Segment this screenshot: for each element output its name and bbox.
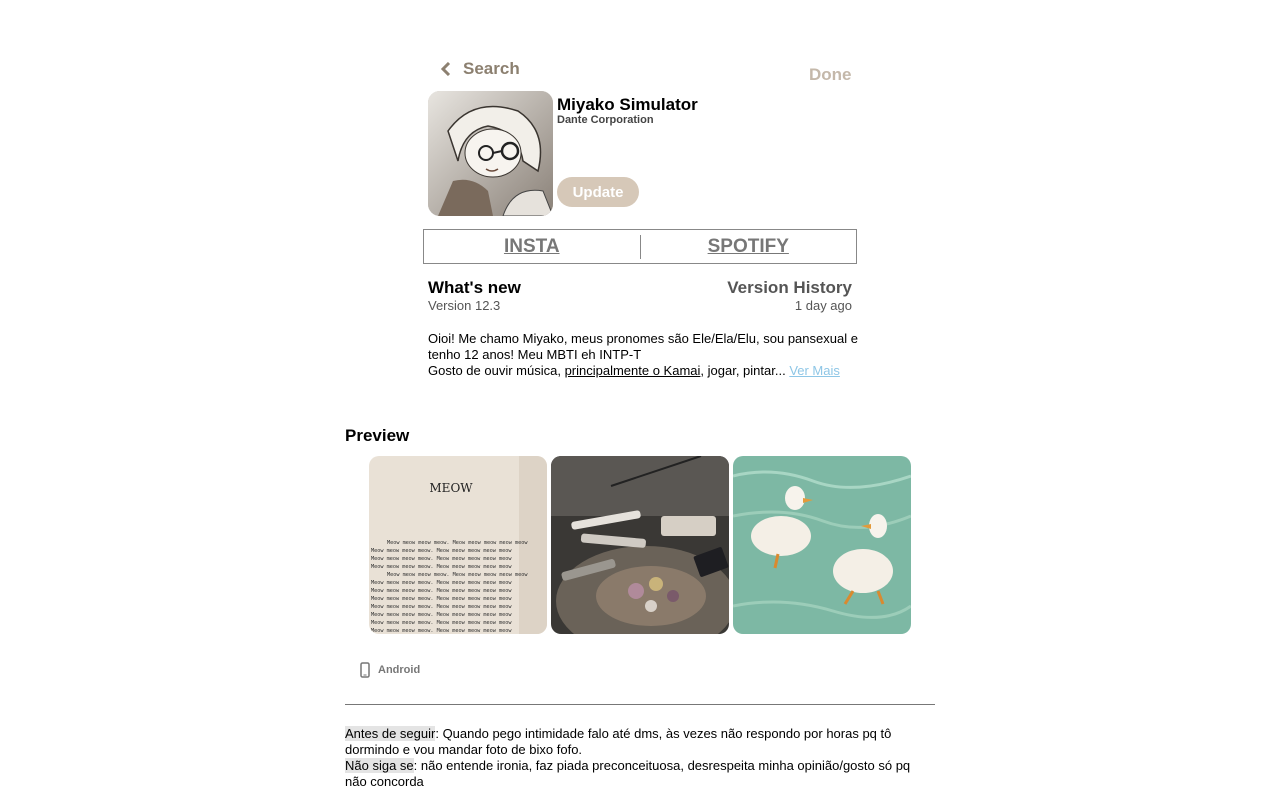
book-heading: MEOW xyxy=(429,481,473,495)
bio-text: : não entende ironia, faz piada preconceituosa, desrespeita minha opinião/gosto só pq não concorda xyxy=(345,758,911,789)
kamai-link[interactable]: principalmente o Kamai xyxy=(564,363,701,378)
book-text: Meow meow meow meow. Meow meow meow meow meow xyxy=(371,620,512,626)
bio-text: : Quando pego intimidade falo até dms, às vezes não respondo por horas pq tô dormindo e vou mandar foto de bixo fofo. xyxy=(345,726,892,757)
book-text: Meow meow meow meow. Meow meow meow meow meow xyxy=(387,572,528,578)
app-name: Miyako Simulator xyxy=(557,95,698,114)
preview-title: Preview xyxy=(345,426,410,445)
done-button[interactable]: Done xyxy=(809,65,852,84)
back-button[interactable] xyxy=(440,59,520,79)
divider xyxy=(345,704,935,705)
platform-indicator xyxy=(360,662,420,678)
description-line-2 xyxy=(428,363,858,379)
see-more-link[interactable]: Ver Mais xyxy=(789,363,840,378)
description-line-1: Oioi! Me chamo Miyako, meus pronomes são Ele/Ela/Elu, sou pansexual e tenho 12 anos! Meu MBTI eh INTP-T xyxy=(428,331,858,362)
book-text: Meow meow meow meow. Meow meow meow meow meow xyxy=(371,604,512,610)
bio-label: Antes de seguir xyxy=(345,726,436,741)
version-label: Version 12.3 xyxy=(428,298,501,313)
book-text: Meow meow meow meow. Meow meow meow meow meow xyxy=(371,612,512,618)
bio-paragraph-1 xyxy=(345,726,935,758)
spotify-link[interactable]: SPOTIFY xyxy=(707,235,789,257)
insta-link[interactable]: INSTA xyxy=(503,235,560,257)
preview-image-book[interactable] xyxy=(369,456,547,634)
book-text: Meow meow meow meow. Meow meow meow meow meow xyxy=(371,588,512,594)
book-text: Meow meow meow meow. Meow meow meow meow meow xyxy=(371,596,512,602)
preview-image-ducks[interactable] xyxy=(733,456,911,634)
preview-image-paints[interactable] xyxy=(551,456,729,634)
phone-icon xyxy=(360,662,370,678)
update-time: 1 day ago xyxy=(794,298,852,313)
book-text: Meow meow meow meow. Meow meow meow meow meow xyxy=(371,548,512,554)
book-text: Meow meow meow meow. Meow meow meow meow meow xyxy=(387,540,528,546)
chevron-left-icon xyxy=(440,62,452,76)
bio-text xyxy=(345,726,935,790)
description-text: , jogar, pintar... xyxy=(700,363,790,378)
whats-new-title: What's new xyxy=(428,278,521,297)
version-history-link[interactable]: Version History xyxy=(727,278,852,297)
book-text: Meow meow meow meow. Meow meow meow meow meow xyxy=(371,564,512,570)
bio-paragraph-2 xyxy=(345,758,935,790)
app-developer: Dante Corporation xyxy=(557,114,654,126)
social-links-bar xyxy=(423,229,857,264)
update-button[interactable]: Update xyxy=(557,177,639,207)
book-text: Meow meow meow meow. Meow meow meow meow meow xyxy=(371,556,512,562)
description xyxy=(428,331,858,379)
book-text: Meow meow meow meow. Meow meow meow meow meow xyxy=(371,580,512,586)
book-text: Meow meow meow meow. Meow meow meow meow meow xyxy=(371,628,512,634)
app-icon xyxy=(428,91,553,216)
back-label: Search xyxy=(463,59,520,78)
platform-label: Android xyxy=(378,664,421,676)
description-text: Gosto de ouvir música, xyxy=(428,363,565,378)
bio-label: Não siga se xyxy=(345,758,414,773)
